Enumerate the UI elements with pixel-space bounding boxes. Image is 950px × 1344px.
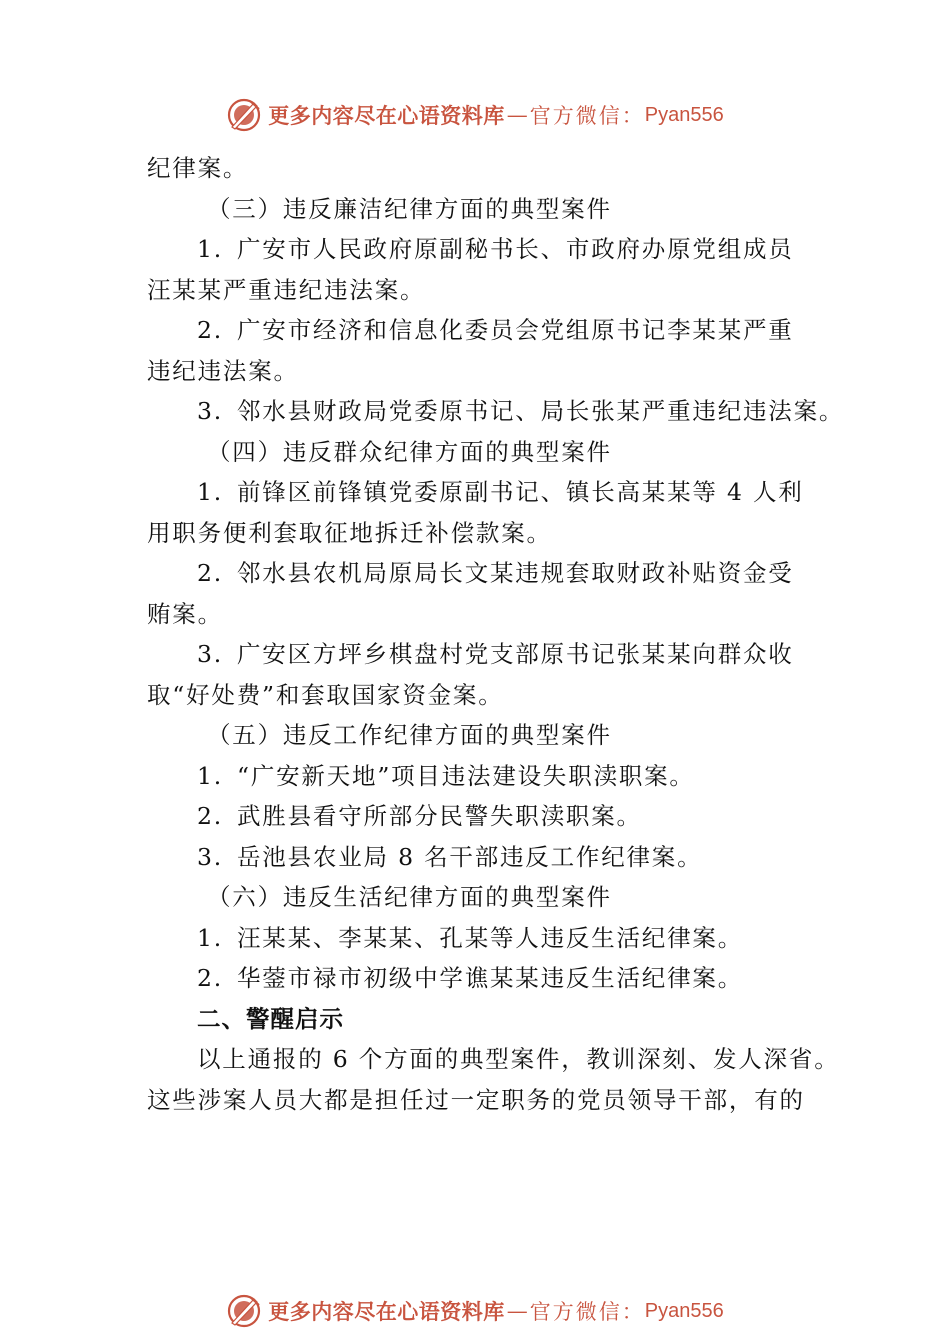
watermark-account: Pyan556 — [644, 103, 724, 126]
watermark-dash: — — [506, 103, 528, 127]
list-item — [147, 958, 817, 999]
list-item — [147, 918, 817, 959]
watermark-account: Pyan556 — [644, 1299, 724, 1322]
list-item-continuation: 用职务便利套取征地拆迁补偿款案。 — [147, 518, 552, 547]
item-text: 广安区方坪乡棋盘村党支部原书记张某某向群众收 — [237, 640, 794, 668]
quill-seal-icon — [226, 97, 262, 133]
watermark-wechat-label: 官方微信： — [529, 1300, 645, 1324]
item-number: 2. — [197, 559, 224, 587]
list-item — [147, 553, 817, 594]
item-number: 1. — [197, 923, 224, 952]
list-item — [147, 634, 817, 675]
item-number: 1. — [197, 235, 224, 263]
item-text: 邻水县农机局原局长文某违规套取财政补贴资金受 — [237, 559, 794, 587]
item-text: 华蓥市禄市初级中学谯某某违反生活纪律案。 — [237, 964, 743, 992]
item-number: 2. — [197, 802, 224, 830]
list-item — [147, 391, 845, 432]
list-item-continuation: 取“好处费”和套取国家资金案。 — [147, 680, 504, 709]
item-number: 1. — [197, 478, 224, 506]
subsection-heading-6: （六）违反生活纪律方面的典型案件 — [207, 883, 612, 911]
watermark-wechat-label: 官方微信： — [529, 104, 645, 128]
list-item-continuation: 违纪违法案。 — [147, 356, 299, 385]
section-heading: 二、警醒启示 — [197, 1004, 344, 1033]
item-text: 邻水县财政局党委原书记、局长张某严重违纪违法案。 — [237, 397, 845, 425]
item-number: 2. — [197, 964, 224, 992]
item-text: 前锋区前锋镇党委原副书记、镇长高某某等 4 人利 — [237, 478, 804, 506]
item-text: 岳池县农业局 8 名干部违反工作纪律案。 — [237, 842, 703, 871]
list-item — [147, 796, 817, 837]
list-item — [147, 756, 817, 797]
item-text: 广安市经济和信息化委员会党组原书记李某某严重 — [237, 316, 794, 344]
paragraph-first-line: 以上通报的 6 个方面的典型案件，教训深刻、发人深省。 — [197, 1045, 840, 1073]
item-number: 3. — [197, 397, 224, 425]
list-item — [147, 229, 817, 270]
item-text: “广安新天地”项目违法建设失职渎职案。 — [237, 761, 695, 790]
watermark-bottom — [0, 1291, 950, 1331]
subsection-heading-5: （五）违反工作纪律方面的典型案件 — [207, 721, 612, 749]
paragraph-line: 这些涉案人员大都是担任过一定职务的党员领导干部，有的 — [147, 1085, 805, 1114]
list-item-continuation: 汪某某严重违纪违法案。 — [147, 275, 426, 304]
watermark-brand: 更多内容尽在心语资料库 — [268, 103, 505, 128]
watermark-brand: 更多内容尽在心语资料库 — [268, 1299, 505, 1324]
item-text: 武胜县看守所部分民警失职渎职案。 — [237, 802, 642, 830]
list-item — [147, 837, 817, 878]
item-number: 3. — [197, 640, 224, 668]
quill-seal-icon — [226, 1293, 262, 1329]
item-text: 汪某某、李某某、孔某等人违反生活纪律案。 — [237, 923, 743, 952]
list-item-continuation: 贿案。 — [147, 599, 223, 628]
item-number: 1. — [197, 761, 224, 790]
document-body — [147, 148, 845, 1120]
subsection-heading-4: （四）违反群众纪律方面的典型案件 — [207, 437, 612, 466]
item-text: 广安市人民政府原副秘书长、市政府办原党组成员 — [237, 235, 794, 263]
item-number: 2. — [197, 316, 224, 344]
list-item — [147, 310, 817, 351]
watermark-top — [0, 95, 950, 135]
item-number: 3. — [197, 842, 224, 871]
subsection-heading-3: （三）违反廉洁纪律方面的典型案件 — [207, 194, 612, 223]
watermark-dash: — — [506, 1299, 528, 1323]
list-item — [147, 472, 817, 513]
paragraph-continuation: 纪律案。 — [147, 154, 249, 182]
